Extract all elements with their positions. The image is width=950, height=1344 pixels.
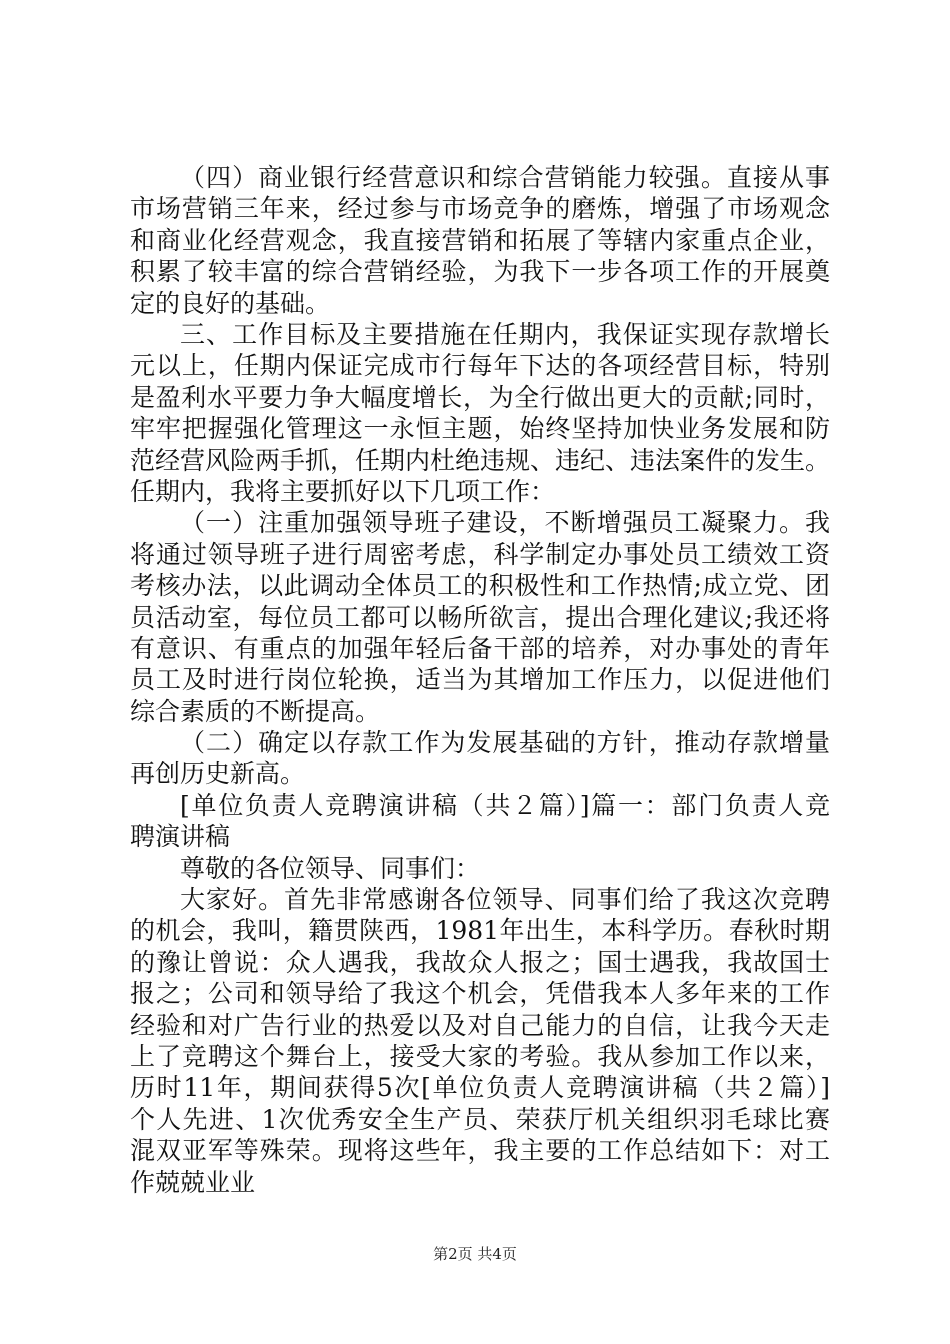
text-line: 综合素质的不断提高。 [130, 696, 381, 726]
text-line: 将通过领导班子进行周密考虑，科学制定办事处员工绩效工资 [130, 539, 830, 569]
text-line: （四）商业银行经营意识和综合营销能力较强。直接从事 [180, 163, 830, 192]
text-line: 历时11年，期间获得5次[单位负责人竞聘演讲稿（共２篇）] [130, 1073, 830, 1103]
text-line: 是盈利水平要力争大幅度增长，为全行做出更大的贡献;同时， [130, 382, 830, 412]
text-line: 员工及时进行岗位轮换，适当为其增加工作压力，以促进他们 [130, 665, 830, 695]
text-line: 混双亚军等殊荣。现将这些年，我主要的工作总结如下：对工 [130, 1136, 830, 1166]
text-line: 上了竞聘这个舞台上，接受大家的考验。我从参加工作以来， [130, 1042, 830, 1072]
page-footer: 第2页 共4页 [433, 1245, 517, 1263]
salutation: 尊敬的各位领导、同事们： [180, 853, 481, 883]
text-line: 经验和对广告行业的热爱以及对自己能力的自信，让我今天走 [130, 1010, 830, 1040]
text-line: 元以上，任期内保证完成市行每年下达的各项经营目标，特别 [130, 351, 830, 381]
text-line: [单位负责人竞聘演讲稿（共２篇）]篇一：部门负责人竞 [180, 790, 830, 820]
text-line: 作兢兢业业 [130, 1167, 256, 1197]
text-line: 再创历史新高。 [130, 759, 306, 789]
text-line: 个人先进、1次优秀安全生产员、荣获厅机关组织羽毛球比赛 [130, 1104, 830, 1134]
text-line: 任期内，我将主要抓好以下几项工作： [130, 476, 556, 506]
text-line: 牢牢把握强化管理这一永恒主题，始终坚持加快业务发展和防 [130, 414, 830, 444]
text-line: 和商业化经营观念，我直接营销和拓展了等辖内家重点企业， [130, 225, 830, 255]
text-line: 报之；公司和领导给了我这个机会，凭借我本人多年来的工作 [130, 979, 830, 1009]
text-line: 三、工作目标及主要措施在任期内，我保证实现存款增长 [180, 319, 830, 349]
text-line: 的机会，我叫，籍贯陕西，1981年出生，本科学历。春秋时期 [130, 916, 830, 946]
text-line: 市场营销三年来，经过参与市场竞争的磨炼，增强了市场观念 [130, 194, 830, 224]
text-line: 员活动室，每位员工都可以畅所欲言，提出合理化建议;我还将 [130, 602, 830, 632]
text-line: 聘演讲稿 [130, 822, 231, 852]
text-line: 有意识、有重点的加强年轻后备干部的培养，对办事处的青年 [130, 633, 830, 663]
text-line: 范经营风险两手抓，任期内杜绝违规、违纪、违法案件的发生。 [130, 445, 831, 475]
text-line: 大家好。首先非常感谢各位领导、同事们给了我这次竞聘 [180, 885, 830, 915]
text-line: （二）确定以存款工作为发展基础的方针，推动存款增量 [180, 728, 830, 758]
text-line: 定的良好的基础。 [130, 288, 331, 318]
text-line: 的豫让曾说：众人遇我，我故众人报之；国士遇我，我故国士 [130, 947, 830, 977]
text-line: 积累了较丰富的综合营销经验，为我下一步各项工作的开展奠 [130, 257, 830, 287]
text-line: 考核办法，以此调动全体员工的积极性和工作热情;成立党、团 [130, 571, 830, 601]
text-line: （一）注重加强领导班子建设，不断增强员工凝聚力。我 [180, 508, 830, 538]
